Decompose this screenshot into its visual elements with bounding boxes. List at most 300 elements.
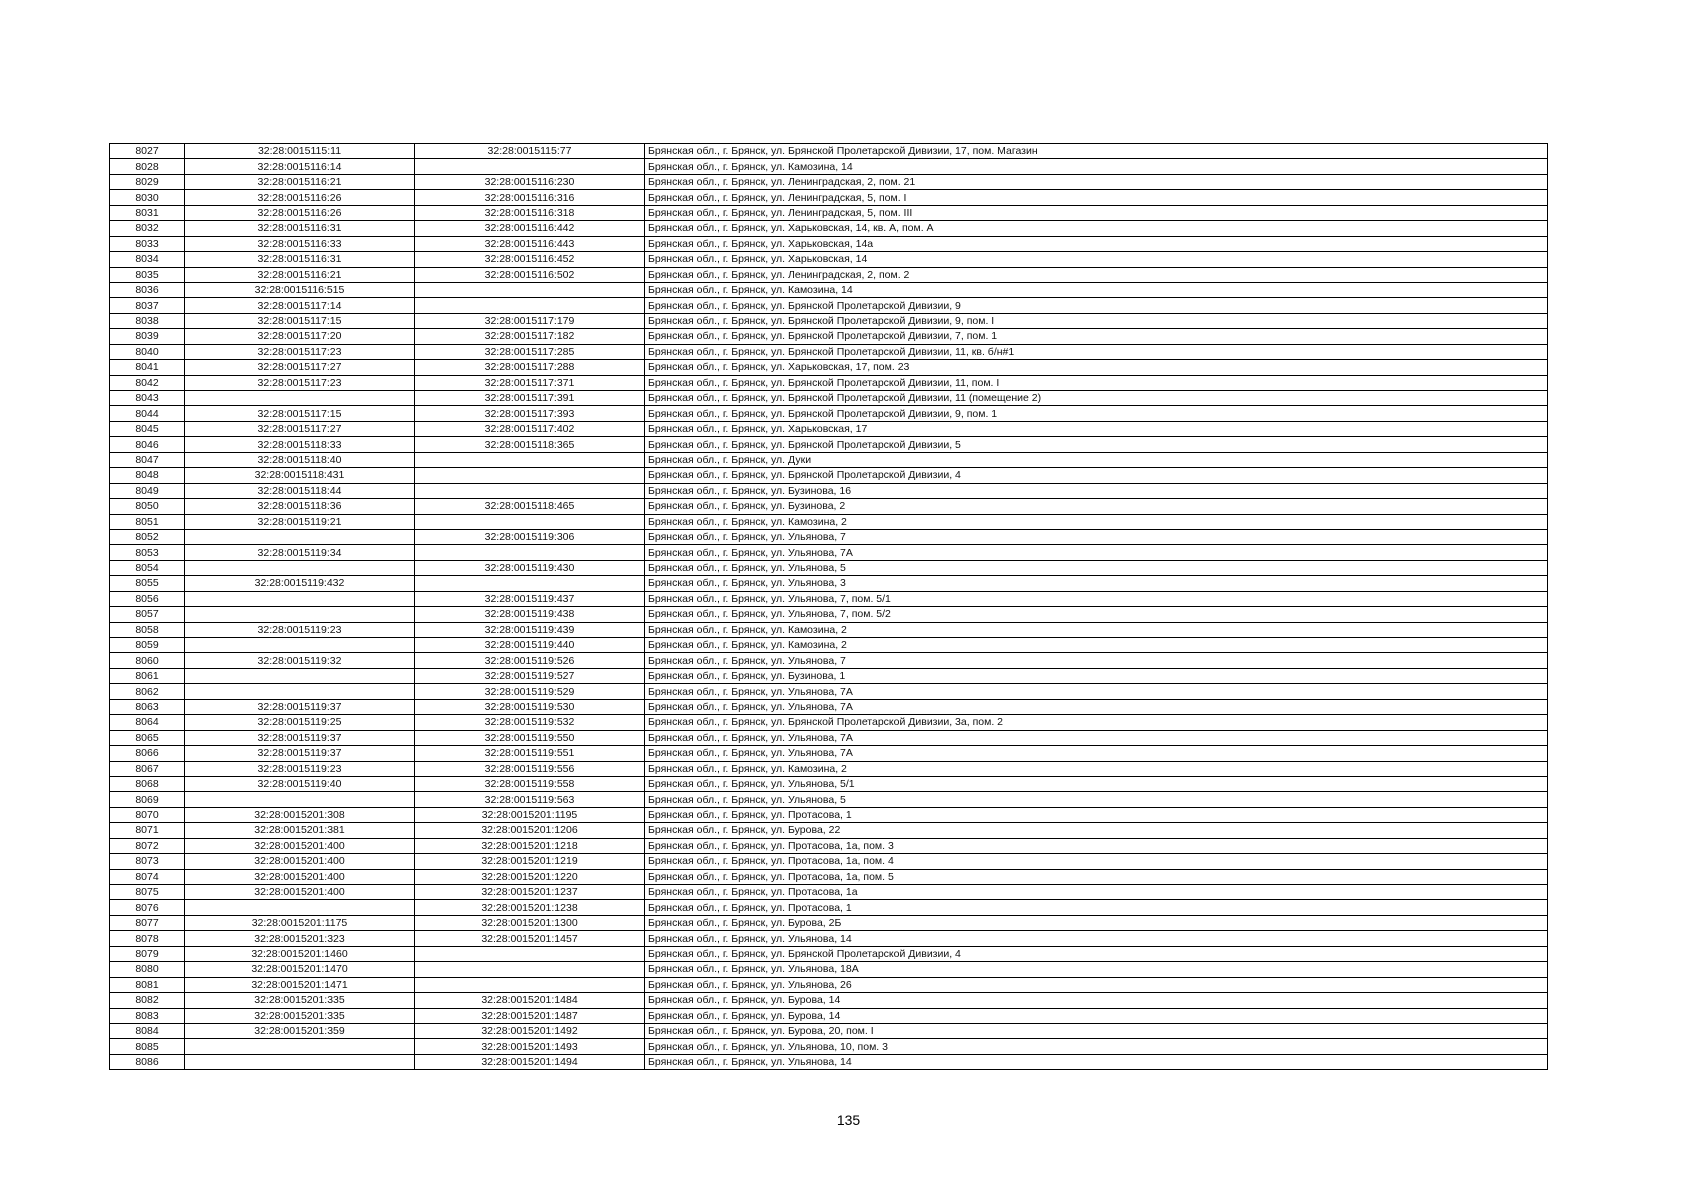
land-cadastral-number-cell: 32:28:0015116:515 <box>185 282 415 297</box>
table-row <box>110 776 1548 791</box>
land-cadastral-number-cell: 32:28:0015117:23 <box>185 375 415 390</box>
address-cell: Брянская обл., г. Брянск, ул. Бурова, 20, пом. I <box>645 1023 1548 1038</box>
row-number-cell: 8045 <box>110 421 185 436</box>
address-cell: Брянская обл., г. Брянск, ул. Ульянова, 7А <box>645 730 1548 745</box>
row-number-cell: 8031 <box>110 205 185 220</box>
object-cadastral-number-cell: 32:28:0015119:430 <box>415 560 645 575</box>
address-cell: Брянская обл., г. Брянск, ул. Харьковская, 17, пом. 23 <box>645 360 1548 375</box>
land-cadastral-number-cell <box>185 560 415 575</box>
table-row <box>110 946 1548 961</box>
address-cell: Брянская обл., г. Брянск, ул. Брянской Пролетарской Дивизии, 4 <box>645 946 1548 961</box>
table-row <box>110 560 1548 575</box>
table-row <box>110 653 1548 668</box>
object-cadastral-number-cell: 32:28:0015118:465 <box>415 499 645 514</box>
land-cadastral-number-cell <box>185 529 415 544</box>
object-cadastral-number-cell: 32:28:0015117:288 <box>415 360 645 375</box>
land-cadastral-number-cell <box>185 684 415 699</box>
address-cell: Брянская обл., г. Брянск, ул. Ленинградская, 5, пом. III <box>645 205 1548 220</box>
row-number-cell: 8082 <box>110 993 185 1008</box>
row-number-cell: 8052 <box>110 529 185 544</box>
address-cell: Брянская обл., г. Брянск, ул. Брянской Пролетарской Дивизии, 17, пом. Магазин <box>645 144 1548 159</box>
table-row <box>110 159 1548 174</box>
row-number-cell: 8037 <box>110 298 185 313</box>
address-cell: Брянская обл., г. Брянск, ул. Брянской Пролетарской Дивизии, 9, пом. I <box>645 313 1548 328</box>
address-cell: Брянская обл., г. Брянск, ул. Харьковская, 17 <box>645 421 1548 436</box>
row-number-cell: 8085 <box>110 1039 185 1054</box>
object-cadastral-number-cell: 32:28:0015117:393 <box>415 406 645 421</box>
address-cell: Брянская обл., г. Брянск, ул. Бузинова, 2 <box>645 499 1548 514</box>
object-cadastral-number-cell <box>415 576 645 591</box>
row-number-cell: 8083 <box>110 1008 185 1023</box>
address-cell: Брянская обл., г. Брянск, ул. Протасова, 1а <box>645 885 1548 900</box>
land-cadastral-number-cell: 32:28:0015118:431 <box>185 468 415 483</box>
land-cadastral-number-cell: 32:28:0015201:323 <box>185 931 415 946</box>
land-cadastral-number-cell: 32:28:0015116:26 <box>185 190 415 205</box>
row-number-cell: 8038 <box>110 313 185 328</box>
object-cadastral-number-cell: 32:28:0015201:1484 <box>415 993 645 1008</box>
row-number-cell: 8058 <box>110 622 185 637</box>
object-cadastral-number-cell: 32:28:0015119:438 <box>415 607 645 622</box>
object-cadastral-number-cell: 32:28:0015117:182 <box>415 329 645 344</box>
land-cadastral-number-cell: 32:28:0015117:14 <box>185 298 415 313</box>
address-cell: Брянская обл., г. Брянск, ул. Камозина, 2 <box>645 761 1548 776</box>
object-cadastral-number-cell: 32:28:0015116:316 <box>415 190 645 205</box>
table-row <box>110 282 1548 297</box>
address-cell: Брянская обл., г. Брянск, ул. Ульянова, 10, пом. 3 <box>645 1039 1548 1054</box>
address-cell: Брянская обл., г. Брянск, ул. Ульянова, 7А <box>645 746 1548 761</box>
land-cadastral-number-cell: 32:28:0015119:34 <box>185 545 415 560</box>
table-row <box>110 746 1548 761</box>
row-number-cell: 8086 <box>110 1054 185 1069</box>
table-row <box>110 915 1548 930</box>
address-cell: Брянская обл., г. Брянск, ул. Ульянова, 7А <box>645 684 1548 699</box>
row-number-cell: 8041 <box>110 360 185 375</box>
row-number-cell: 8062 <box>110 684 185 699</box>
object-cadastral-number-cell: 32:28:0015117:402 <box>415 421 645 436</box>
table-row <box>110 1008 1548 1023</box>
row-number-cell: 8074 <box>110 869 185 884</box>
land-cadastral-number-cell: 32:28:0015116:31 <box>185 252 415 267</box>
land-cadastral-number-cell <box>185 638 415 653</box>
address-cell: Брянская обл., г. Брянск, ул. Ульянова, 7А <box>645 699 1548 714</box>
row-number-cell: 8081 <box>110 977 185 992</box>
land-cadastral-number-cell <box>185 607 415 622</box>
land-cadastral-number-cell <box>185 1039 415 1054</box>
land-cadastral-number-cell: 32:28:0015119:40 <box>185 776 415 791</box>
address-cell: Брянская обл., г. Брянск, ул. Брянской Пролетарской Дивизии, 5 <box>645 437 1548 452</box>
address-cell: Брянская обл., г. Брянск, ул. Ленинградская, 5, пом. I <box>645 190 1548 205</box>
row-number-cell: 8051 <box>110 514 185 529</box>
table-row <box>110 622 1548 637</box>
address-cell: Брянская обл., г. Брянск, ул. Бузинова, 1 <box>645 668 1548 683</box>
row-number-cell: 8064 <box>110 715 185 730</box>
land-cadastral-number-cell: 32:28:0015115:11 <box>185 144 415 159</box>
object-cadastral-number-cell: 32:28:0015119:550 <box>415 730 645 745</box>
land-cadastral-number-cell: 32:28:0015117:23 <box>185 344 415 359</box>
table-row <box>110 205 1548 220</box>
table-row <box>110 885 1548 900</box>
address-cell: Брянская обл., г. Брянск, ул. Бурова, 2Б <box>645 915 1548 930</box>
address-cell: Брянская обл., г. Брянск, ул. Камозина, 2 <box>645 638 1548 653</box>
object-cadastral-number-cell: 32:28:0015201:1220 <box>415 869 645 884</box>
table-row <box>110 483 1548 498</box>
address-cell: Брянская обл., г. Брянск, ул. Протасова, 1а, пом. 3 <box>645 838 1548 853</box>
table-row <box>110 869 1548 884</box>
land-cadastral-number-cell: 32:28:0015201:381 <box>185 823 415 838</box>
table-row <box>110 1039 1548 1054</box>
row-number-cell: 8077 <box>110 915 185 930</box>
land-cadastral-number-cell: 32:28:0015116:33 <box>185 236 415 251</box>
address-cell: Брянская обл., г. Брянск, ул. Ульянова, 26 <box>645 977 1548 992</box>
address-cell: Брянская обл., г. Брянск, ул. Ульянова, 18А <box>645 962 1548 977</box>
address-cell: Брянская обл., г. Брянск, ул. Ленинградская, 2, пом. 2 <box>645 267 1548 282</box>
row-number-cell: 8061 <box>110 668 185 683</box>
table-row <box>110 468 1548 483</box>
land-cadastral-number-cell: 32:28:0015119:37 <box>185 699 415 714</box>
object-cadastral-number-cell: 32:28:0015116:442 <box>415 221 645 236</box>
table-row <box>110 344 1548 359</box>
table-row <box>110 1054 1548 1069</box>
address-cell: Брянская обл., г. Брянск, ул. Бурова, 22 <box>645 823 1548 838</box>
table-row <box>110 607 1548 622</box>
row-number-cell: 8047 <box>110 452 185 467</box>
object-cadastral-number-cell: 32:28:0015119:563 <box>415 792 645 807</box>
land-cadastral-number-cell <box>185 792 415 807</box>
table-row <box>110 452 1548 467</box>
address-cell: Брянская обл., г. Брянск, ул. Протасова, 1 <box>645 807 1548 822</box>
address-cell: Брянская обл., г. Брянск, ул. Харьковская, 14а <box>645 236 1548 251</box>
table-row <box>110 792 1548 807</box>
object-cadastral-number-cell: 32:28:0015201:1219 <box>415 854 645 869</box>
table-row <box>110 591 1548 606</box>
address-cell: Брянская обл., г. Брянск, ул. Камозина, 14 <box>645 159 1548 174</box>
row-number-cell: 8063 <box>110 699 185 714</box>
table-row <box>110 730 1548 745</box>
address-cell: Брянская обл., г. Брянск, ул. Брянской Пролетарской Дивизии, 9 <box>645 298 1548 313</box>
table-row <box>110 421 1548 436</box>
land-cadastral-number-cell: 32:28:0015116:21 <box>185 174 415 189</box>
table-row <box>110 962 1548 977</box>
row-number-cell: 8039 <box>110 329 185 344</box>
object-cadastral-number-cell: 32:28:0015118:365 <box>415 437 645 452</box>
land-cadastral-number-cell: 32:28:0015201:1460 <box>185 946 415 961</box>
row-number-cell: 8071 <box>110 823 185 838</box>
address-cell: Брянская обл., г. Брянск, ул. Ульянова, 7 <box>645 529 1548 544</box>
land-cadastral-number-cell: 32:28:0015201:359 <box>185 1023 415 1038</box>
table-row <box>110 715 1548 730</box>
land-cadastral-number-cell: 32:28:0015116:31 <box>185 221 415 236</box>
address-cell: Брянская обл., г. Брянск, ул. Брянской Пролетарской Дивизии, 11, кв. б/н#1 <box>645 344 1548 359</box>
table-row <box>110 329 1548 344</box>
row-number-cell: 8084 <box>110 1023 185 1038</box>
object-cadastral-number-cell: 32:28:0015201:1237 <box>415 885 645 900</box>
table-row <box>110 221 1548 236</box>
address-cell: Брянская обл., г. Брянск, ул. Харьковская, 14, кв. А, пом. А <box>645 221 1548 236</box>
table-row <box>110 638 1548 653</box>
land-cadastral-number-cell <box>185 668 415 683</box>
table-row <box>110 252 1548 267</box>
table-row <box>110 699 1548 714</box>
table-row <box>110 144 1548 159</box>
object-cadastral-number-cell: 32:28:0015116:318 <box>415 205 645 220</box>
address-cell: Брянская обл., г. Брянск, ул. Протасова, 1 <box>645 900 1548 915</box>
address-cell: Брянская обл., г. Брянск, ул. Бузинова, 16 <box>645 483 1548 498</box>
row-number-cell: 8028 <box>110 159 185 174</box>
table-row <box>110 437 1548 452</box>
land-cadastral-number-cell: 32:28:0015116:14 <box>185 159 415 174</box>
address-cell: Брянская обл., г. Брянск, ул. Ульянова, 5 <box>645 560 1548 575</box>
address-cell: Брянская обл., г. Брянск, ул. Протасова, 1а, пом. 5 <box>645 869 1548 884</box>
row-number-cell: 8030 <box>110 190 185 205</box>
object-cadastral-number-cell: 32:28:0015201:1218 <box>415 838 645 853</box>
row-number-cell: 8066 <box>110 746 185 761</box>
object-cadastral-number-cell: 32:28:0015116:502 <box>415 267 645 282</box>
row-number-cell: 8034 <box>110 252 185 267</box>
row-number-cell: 8042 <box>110 375 185 390</box>
row-number-cell: 8044 <box>110 406 185 421</box>
land-cadastral-number-cell: 32:28:0015119:25 <box>185 715 415 730</box>
row-number-cell: 8068 <box>110 776 185 791</box>
land-cadastral-number-cell: 32:28:0015201:1175 <box>185 915 415 930</box>
row-number-cell: 8046 <box>110 437 185 452</box>
object-cadastral-number-cell: 32:28:0015201:1206 <box>415 823 645 838</box>
table-row <box>110 931 1548 946</box>
object-cadastral-number-cell <box>415 159 645 174</box>
address-cell: Брянская обл., г. Брянск, ул. Бурова, 14 <box>645 1008 1548 1023</box>
address-cell: Брянская обл., г. Брянск, ул. Ульянова, 5 <box>645 792 1548 807</box>
address-cell: Брянская обл., г. Брянск, ул. Харьковская, 14 <box>645 252 1548 267</box>
row-number-cell: 8035 <box>110 267 185 282</box>
address-cell: Брянская обл., г. Брянск, ул. Камозина, 14 <box>645 282 1548 297</box>
table-row <box>110 360 1548 375</box>
address-cell: Брянская обл., г. Брянск, ул. Брянской Пролетарской Дивизии, 11, пом. I <box>645 375 1548 390</box>
object-cadastral-number-cell: 32:28:0015116:452 <box>415 252 645 267</box>
row-number-cell: 8027 <box>110 144 185 159</box>
object-cadastral-number-cell: 32:28:0015119:556 <box>415 761 645 776</box>
land-cadastral-number-cell <box>185 900 415 915</box>
table-row <box>110 298 1548 313</box>
land-cadastral-number-cell <box>185 591 415 606</box>
row-number-cell: 8050 <box>110 499 185 514</box>
object-cadastral-number-cell: 32:28:0015119:439 <box>415 622 645 637</box>
row-number-cell: 8040 <box>110 344 185 359</box>
row-number-cell: 8065 <box>110 730 185 745</box>
table-row <box>110 529 1548 544</box>
object-cadastral-number-cell: 32:28:0015117:371 <box>415 375 645 390</box>
object-cadastral-number-cell: 32:28:0015117:179 <box>415 313 645 328</box>
cadastral-register-table <box>109 143 1548 1070</box>
object-cadastral-number-cell: 32:28:0015201:1494 <box>415 1054 645 1069</box>
object-cadastral-number-cell: 32:28:0015119:526 <box>415 653 645 668</box>
land-cadastral-number-cell: 32:28:0015116:21 <box>185 267 415 282</box>
table-row <box>110 514 1548 529</box>
land-cadastral-number-cell: 32:28:0015119:32 <box>185 653 415 668</box>
land-cadastral-number-cell: 32:28:0015117:15 <box>185 406 415 421</box>
land-cadastral-number-cell: 32:28:0015119:21 <box>185 514 415 529</box>
row-number-cell: 8073 <box>110 854 185 869</box>
table-row <box>110 267 1548 282</box>
object-cadastral-number-cell: 32:28:0015201:1487 <box>415 1008 645 1023</box>
address-cell: Брянская обл., г. Брянск, ул. Ульянова, 14 <box>645 1054 1548 1069</box>
object-cadastral-number-cell: 32:28:0015119:440 <box>415 638 645 653</box>
address-cell: Брянская обл., г. Брянск, ул. Брянской Пролетарской Дивизии, 4 <box>645 468 1548 483</box>
address-cell: Брянская обл., г. Брянск, ул. Ленинградская, 2, пом. 21 <box>645 174 1548 189</box>
table-row <box>110 499 1548 514</box>
object-cadastral-number-cell: 32:28:0015119:558 <box>415 776 645 791</box>
object-cadastral-number-cell: 32:28:0015119:530 <box>415 699 645 714</box>
table-row <box>110 406 1548 421</box>
table-row <box>110 807 1548 822</box>
land-cadastral-number-cell: 32:28:0015201:400 <box>185 854 415 869</box>
object-cadastral-number-cell: 32:28:0015201:1493 <box>415 1039 645 1054</box>
object-cadastral-number-cell: 32:28:0015201:1457 <box>415 931 645 946</box>
object-cadastral-number-cell <box>415 298 645 313</box>
object-cadastral-number-cell: 32:28:0015119:551 <box>415 746 645 761</box>
row-number-cell: 8056 <box>110 591 185 606</box>
table-row <box>110 977 1548 992</box>
land-cadastral-number-cell: 32:28:0015201:1471 <box>185 977 415 992</box>
object-cadastral-number-cell <box>415 514 645 529</box>
land-cadastral-number-cell: 32:28:0015201:400 <box>185 885 415 900</box>
row-number-cell: 8053 <box>110 545 185 560</box>
table-row <box>110 375 1548 390</box>
table-row <box>110 993 1548 1008</box>
address-cell: Брянская обл., г. Брянск, ул. Ульянова, 3 <box>645 576 1548 591</box>
land-cadastral-number-cell: 32:28:0015117:15 <box>185 313 415 328</box>
object-cadastral-number-cell: 32:28:0015119:437 <box>415 591 645 606</box>
land-cadastral-number-cell: 32:28:0015116:26 <box>185 205 415 220</box>
object-cadastral-number-cell <box>415 946 645 961</box>
object-cadastral-number-cell: 32:28:0015201:1238 <box>415 900 645 915</box>
land-cadastral-number-cell: 32:28:0015201:308 <box>185 807 415 822</box>
row-number-cell: 8032 <box>110 221 185 236</box>
land-cadastral-number-cell: 32:28:0015119:37 <box>185 746 415 761</box>
object-cadastral-number-cell: 32:28:0015117:391 <box>415 391 645 406</box>
table-row <box>110 313 1548 328</box>
address-cell: Брянская обл., г. Брянск, ул. Ульянова, 5/1 <box>645 776 1548 791</box>
table-row <box>110 576 1548 591</box>
row-number-cell: 8054 <box>110 560 185 575</box>
table-row <box>110 668 1548 683</box>
row-number-cell: 8079 <box>110 946 185 961</box>
table-row <box>110 545 1548 560</box>
row-number-cell: 8080 <box>110 962 185 977</box>
object-cadastral-number-cell <box>415 977 645 992</box>
land-cadastral-number-cell <box>185 391 415 406</box>
object-cadastral-number-cell: 32:28:0015115:77 <box>415 144 645 159</box>
row-number-cell: 8049 <box>110 483 185 498</box>
row-number-cell: 8072 <box>110 838 185 853</box>
table-row <box>110 823 1548 838</box>
land-cadastral-number-cell: 32:28:0015118:44 <box>185 483 415 498</box>
address-cell: Брянская обл., г. Брянск, ул. Дуки <box>645 452 1548 467</box>
table-row <box>110 190 1548 205</box>
address-cell: Брянская обл., г. Брянск, ул. Брянской Пролетарской Дивизии, 9, пом. 1 <box>645 406 1548 421</box>
address-cell: Брянская обл., г. Брянск, ул. Камозина, 2 <box>645 622 1548 637</box>
object-cadastral-number-cell <box>415 282 645 297</box>
land-cadastral-number-cell: 32:28:0015117:20 <box>185 329 415 344</box>
row-number-cell: 8036 <box>110 282 185 297</box>
address-cell: Брянская обл., г. Брянск, ул. Брянской Пролетарской Дивизии, 7, пом. 1 <box>645 329 1548 344</box>
page-number: 135 <box>836 1112 861 1128</box>
object-cadastral-number-cell: 32:28:0015117:285 <box>415 344 645 359</box>
land-cadastral-number-cell: 32:28:0015201:335 <box>185 993 415 1008</box>
land-cadastral-number-cell: 32:28:0015119:23 <box>185 761 415 776</box>
row-number-cell: 8059 <box>110 638 185 653</box>
address-cell: Брянская обл., г. Брянск, ул. Ульянова, 7, пом. 5/2 <box>645 607 1548 622</box>
object-cadastral-number-cell <box>415 468 645 483</box>
address-cell: Брянская обл., г. Брянск, ул. Ульянова, 14 <box>645 931 1548 946</box>
row-number-cell: 8048 <box>110 468 185 483</box>
table-row <box>110 236 1548 251</box>
address-cell: Брянская обл., г. Брянск, ул. Ульянова, 7, пом. 5/1 <box>645 591 1548 606</box>
object-cadastral-number-cell: 32:28:0015119:527 <box>415 668 645 683</box>
object-cadastral-number-cell: 32:28:0015119:529 <box>415 684 645 699</box>
land-cadastral-number-cell: 32:28:0015201:400 <box>185 869 415 884</box>
land-cadastral-number-cell: 32:28:0015117:27 <box>185 421 415 436</box>
land-cadastral-number-cell: 32:28:0015118:33 <box>185 437 415 452</box>
row-number-cell: 8033 <box>110 236 185 251</box>
address-cell: Брянская обл., г. Брянск, ул. Камозина, 2 <box>645 514 1548 529</box>
address-cell: Брянская обл., г. Брянск, ул. Брянской Пролетарской Дивизии, 11 (помещение 2) <box>645 391 1548 406</box>
land-cadastral-number-cell: 32:28:0015117:27 <box>185 360 415 375</box>
row-number-cell: 8069 <box>110 792 185 807</box>
row-number-cell: 8078 <box>110 931 185 946</box>
table-row <box>110 838 1548 853</box>
object-cadastral-number-cell <box>415 545 645 560</box>
address-cell: Брянская обл., г. Брянск, ул. Ульянова, 7 <box>645 653 1548 668</box>
object-cadastral-number-cell <box>415 452 645 467</box>
object-cadastral-number-cell: 32:28:0015201:1300 <box>415 915 645 930</box>
row-number-cell: 8043 <box>110 391 185 406</box>
object-cadastral-number-cell: 32:28:0015116:443 <box>415 236 645 251</box>
row-number-cell: 8029 <box>110 174 185 189</box>
row-number-cell: 8076 <box>110 900 185 915</box>
land-cadastral-number-cell: 32:28:0015118:36 <box>185 499 415 514</box>
row-number-cell: 8070 <box>110 807 185 822</box>
address-cell: Брянская обл., г. Брянск, ул. Бурова, 14 <box>645 993 1548 1008</box>
object-cadastral-number-cell: 32:28:0015119:306 <box>415 529 645 544</box>
row-number-cell: 8057 <box>110 607 185 622</box>
land-cadastral-number-cell: 32:28:0015119:23 <box>185 622 415 637</box>
land-cadastral-number-cell: 32:28:0015119:432 <box>185 576 415 591</box>
object-cadastral-number-cell: 32:28:0015201:1492 <box>415 1023 645 1038</box>
land-cadastral-number-cell <box>185 1054 415 1069</box>
table-row <box>110 1023 1548 1038</box>
land-cadastral-number-cell: 32:28:0015118:40 <box>185 452 415 467</box>
table-row <box>110 854 1548 869</box>
register-table-body <box>110 144 1548 1070</box>
land-cadastral-number-cell: 32:28:0015201:400 <box>185 838 415 853</box>
row-number-cell: 8060 <box>110 653 185 668</box>
row-number-cell: 8075 <box>110 885 185 900</box>
object-cadastral-number-cell: 32:28:0015116:230 <box>415 174 645 189</box>
land-cadastral-number-cell: 32:28:0015201:335 <box>185 1008 415 1023</box>
table-row <box>110 684 1548 699</box>
address-cell: Брянская обл., г. Брянск, ул. Брянской Пролетарской Дивизии, 3а, пом. 2 <box>645 715 1548 730</box>
object-cadastral-number-cell <box>415 962 645 977</box>
land-cadastral-number-cell: 32:28:0015119:37 <box>185 730 415 745</box>
table-row <box>110 900 1548 915</box>
table-row <box>110 761 1548 776</box>
table-row <box>110 391 1548 406</box>
land-cadastral-number-cell: 32:28:0015201:1470 <box>185 962 415 977</box>
object-cadastral-number-cell: 32:28:0015201:1195 <box>415 807 645 822</box>
row-number-cell: 8055 <box>110 576 185 591</box>
table-row <box>110 174 1548 189</box>
address-cell: Брянская обл., г. Брянск, ул. Ульянова, 7А <box>645 545 1548 560</box>
object-cadastral-number-cell: 32:28:0015119:532 <box>415 715 645 730</box>
